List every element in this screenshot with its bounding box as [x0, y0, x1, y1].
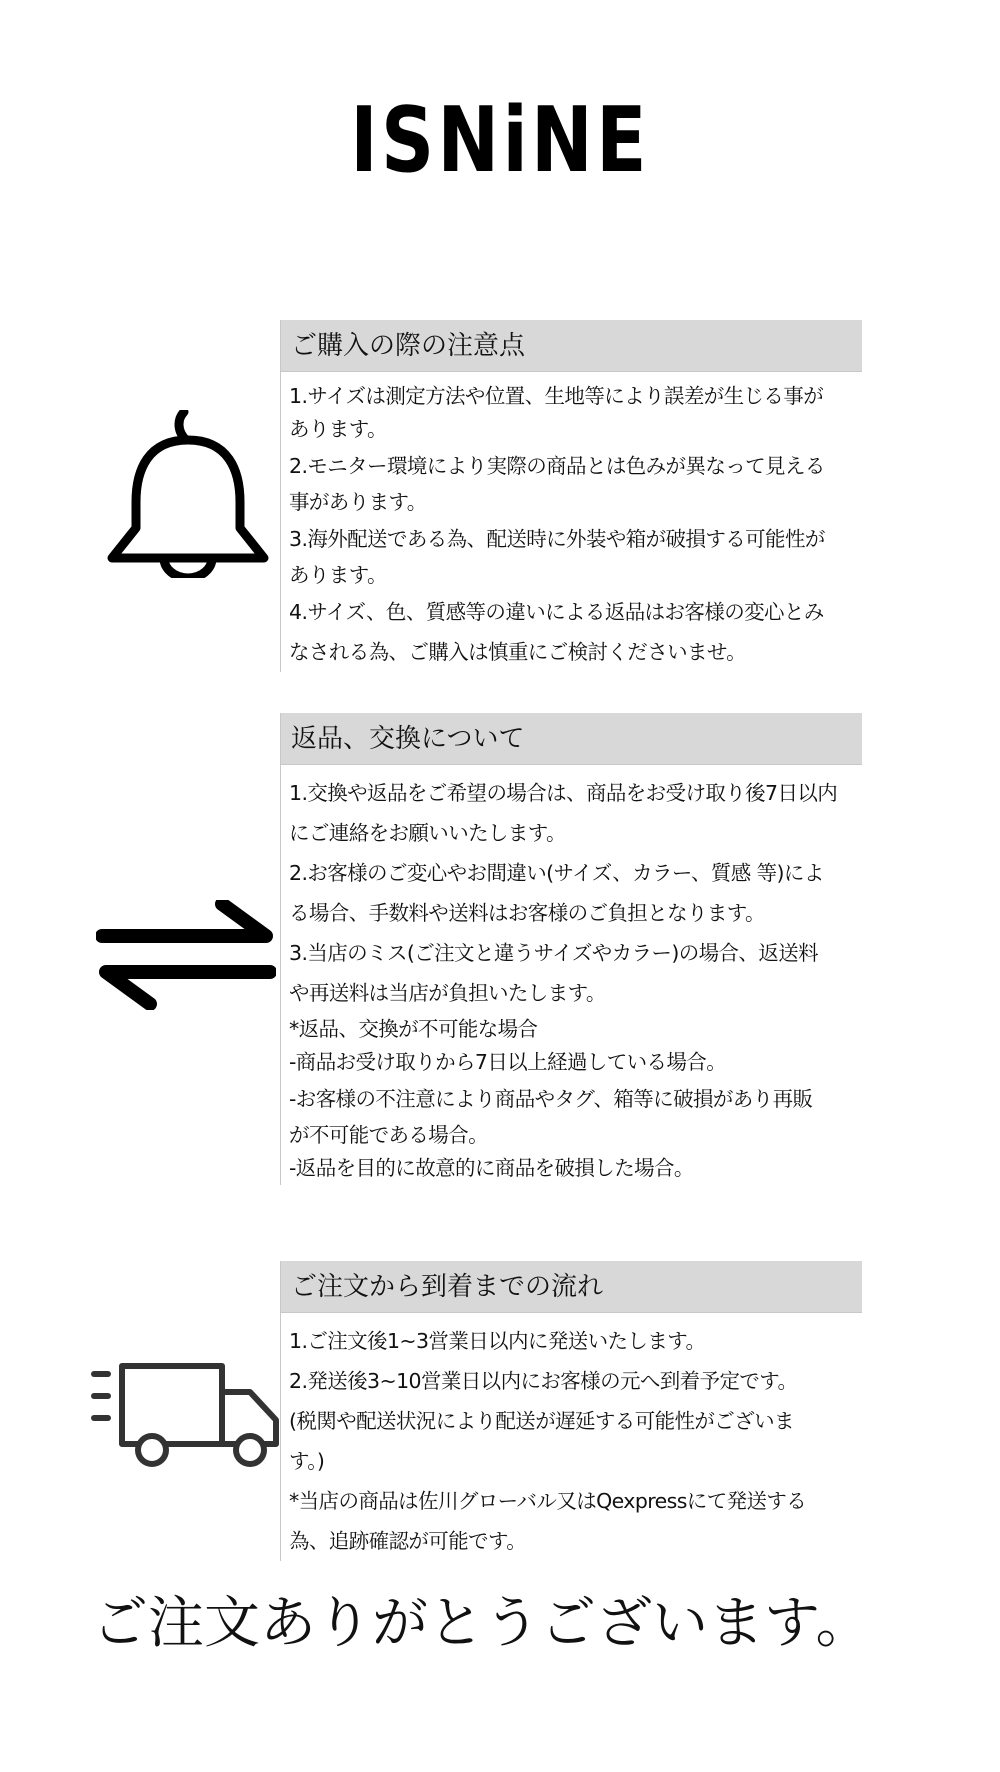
text-line: 1.ご注文後1~3営業日以内に発送いたします。: [289, 1329, 706, 1353]
section-title: 返品、交換について: [280, 713, 862, 765]
text-line: *当店の商品は佐川グローバル又はQexpressにて発送する: [289, 1489, 807, 1513]
text-line: (税関や配送状況により配送が遅延する可能性がございま: [289, 1409, 794, 1433]
text-line: 3.海外配送である為、配送時に外装や箱が破損する可能性が: [289, 527, 825, 551]
text-line: や再送料は当店が負担いたします。: [289, 981, 606, 1005]
text-line: *返品、交換が不可能な場合: [289, 1017, 538, 1041]
text-line: 事があります。: [289, 490, 427, 514]
shipping-flow-section: [280, 1261, 862, 1561]
bell-icon: [104, 410, 272, 578]
returns-section: [280, 713, 862, 1185]
text-line: あります。: [289, 563, 387, 587]
purchase-notes-section: [280, 320, 862, 672]
text-line: 2.お客様のご変心やお間違い(サイズ、カラー、質感 等)によ: [289, 861, 824, 885]
text-line: あります。: [289, 417, 387, 441]
text-line: 1.交換や返品をご希望の場合は、商品をお受け取り後7日以内: [289, 781, 838, 805]
text-line: -お客様の不注意により商品やタグ、箱等に破損があり再販: [289, 1087, 813, 1111]
text-line: なされる為、ご購入は慎重にご検討くださいませ。: [289, 640, 747, 664]
thank-you-message: ご注文ありがとうございます。: [92, 1591, 872, 1656]
exchange-arrows-icon: [96, 900, 276, 1010]
section-body: [280, 372, 862, 672]
text-line: -商品お受け取りから7日以上経過している場合。: [289, 1050, 727, 1074]
text-line: る場合、手数料や送料はお客様のご負担となります。: [289, 901, 765, 925]
text-line: 為、追跡確認が可能です。: [289, 1529, 527, 1553]
section-title: ご注文から到着までの流れ: [280, 1261, 862, 1313]
text-line: 2.発送後3~10営業日以内にお客様の元へ到着予定です。: [289, 1369, 798, 1393]
section-body: [280, 1313, 862, 1561]
section-body: [280, 765, 862, 1185]
section-divider: [280, 713, 281, 1185]
text-line: にご連絡をお願いいたします。: [289, 821, 566, 845]
text-line: が不可能である場合。: [289, 1123, 488, 1147]
text-line: 2.モニター環境により実際の商品とは色みが異なって見える: [289, 454, 825, 478]
section-divider: [280, 1261, 281, 1561]
section-divider: [280, 320, 281, 672]
brand-logo: ISNiNE: [350, 88, 650, 193]
section-title: ご購入の際の注意点: [280, 320, 862, 372]
text-line: 1.サイズは測定方法や位置、生地等により誤差が生じる事が: [289, 384, 824, 408]
text-line: 4.サイズ、色、質感等の違いによる返品はお客様の変心とみ: [289, 600, 824, 624]
delivery-truck-icon: [90, 1362, 282, 1470]
text-line: す。): [289, 1449, 325, 1473]
text-line: -返品を目的に故意的に商品を破損した場合。: [289, 1156, 694, 1180]
text-line: 3.当店のミス(ご注文と違うサイズやカラー)の場合、返送料: [289, 941, 819, 965]
